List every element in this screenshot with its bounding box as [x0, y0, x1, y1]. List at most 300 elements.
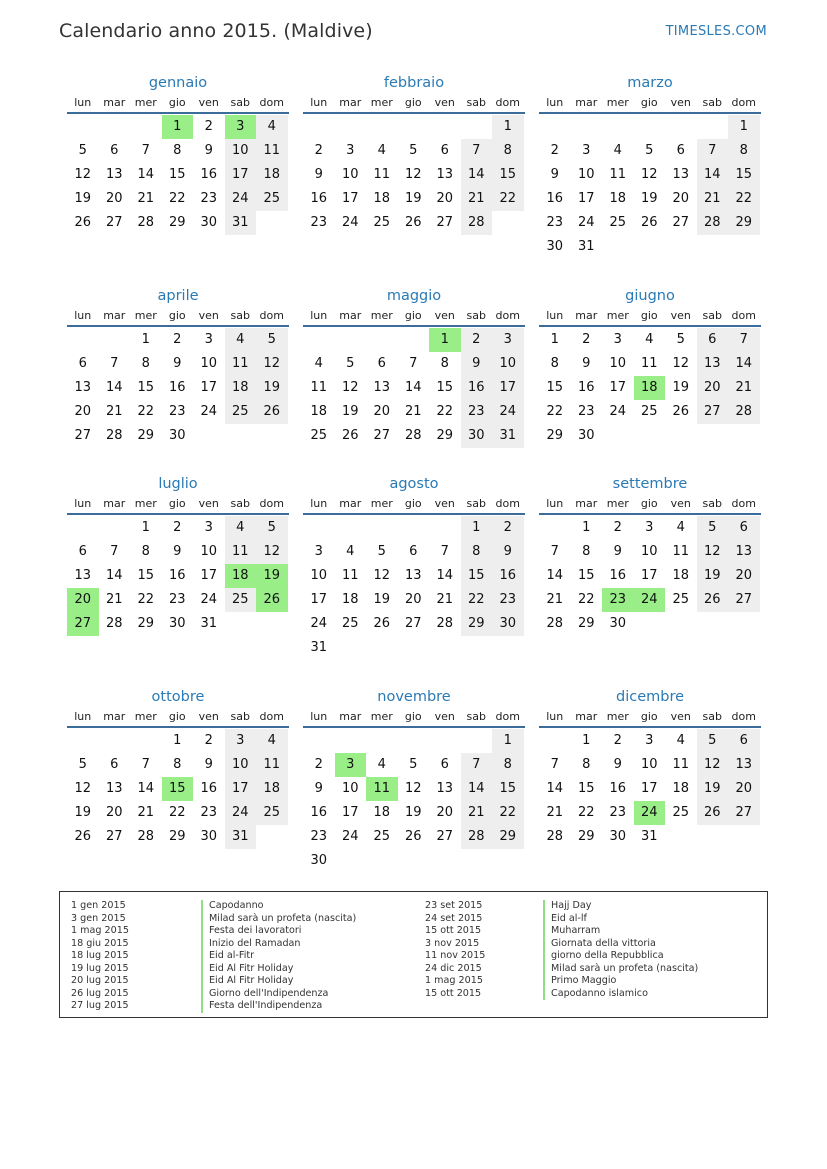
day-cell: 31	[225, 211, 257, 235]
empty-cell	[366, 328, 398, 352]
day-cell: 19	[404, 191, 422, 206]
weekday-label: mar	[575, 309, 598, 322]
day-cell: 20	[436, 191, 454, 206]
day-cell: 12	[404, 781, 422, 796]
weekday-label: mer	[134, 96, 157, 109]
day-cell: 7	[141, 757, 150, 772]
day-cell: 25	[609, 215, 627, 230]
day-cell: 28	[436, 616, 454, 631]
day-cell: 6	[409, 544, 418, 559]
day-cell: 28	[546, 616, 564, 631]
day-cell: 30	[168, 616, 186, 631]
weekday-label: dom	[731, 710, 756, 723]
day-cell: 6	[440, 143, 449, 158]
weekday-label: mer	[370, 497, 393, 510]
day-cell: 23	[168, 592, 186, 607]
empty-cell	[461, 115, 493, 139]
day-cell: 30	[200, 829, 218, 844]
holiday-date: 1 mag 2015	[71, 925, 129, 936]
weekday-label: mer	[606, 96, 629, 109]
day-cell: 21	[461, 187, 493, 211]
holiday-day-cell: 20	[67, 588, 99, 612]
weekday-label: sab	[466, 710, 486, 723]
day-cell: 24	[225, 187, 257, 211]
month-agosto	[303, 473, 525, 660]
month-ottobre	[67, 686, 289, 849]
day-cell: 11	[256, 753, 288, 777]
day-cell: 28	[404, 428, 422, 443]
day-cell: 18	[341, 592, 359, 607]
weekday-label: mar	[575, 710, 598, 723]
weekday-label: ven	[434, 309, 455, 322]
day-cell: 8	[492, 753, 524, 777]
day-cell: 21	[697, 187, 729, 211]
day-cell: 25	[310, 428, 328, 443]
day-cell: 31	[492, 424, 524, 448]
day-cell: 9	[613, 757, 622, 772]
day-cell: 28	[137, 829, 155, 844]
day-cell: 27	[697, 400, 729, 424]
holiday-date: 18 lug 2015	[71, 950, 129, 961]
day-cell: 4	[676, 520, 685, 535]
day-cell: 10	[609, 356, 627, 371]
day-cell: 10	[200, 356, 218, 371]
holiday-name: Hajj Day	[543, 900, 698, 913]
day-cell: 1	[728, 115, 760, 139]
empty-cell	[67, 729, 99, 753]
day-cell: 26	[640, 215, 658, 230]
day-cell: 25	[672, 592, 690, 607]
day-cell: 21	[436, 592, 454, 607]
holiday-name: Capodanno islamico	[543, 988, 698, 1001]
day-cell: 10	[225, 753, 257, 777]
page-title: Calendario anno 2015. (Maldive)	[59, 20, 373, 42]
day-cell: 10	[225, 139, 257, 163]
holiday-day-cell: 3	[335, 753, 367, 777]
day-cell: 19	[373, 592, 391, 607]
day-cell: 30	[168, 428, 186, 443]
month-title: luglio	[158, 476, 198, 492]
day-cell: 14	[105, 380, 123, 395]
empty-cell	[303, 328, 335, 352]
month-marzo	[539, 72, 761, 259]
day-cell: 3	[204, 332, 213, 347]
weekday-label: gio	[404, 96, 422, 109]
weekday-label: lun	[546, 710, 564, 723]
day-cell: 28	[546, 829, 564, 844]
day-cell: 27	[436, 215, 454, 230]
day-cell: 11	[672, 757, 690, 772]
weekday-label: mar	[103, 710, 126, 723]
day-cell: 29	[168, 215, 186, 230]
day-cell: 8	[582, 757, 591, 772]
day-cell: 17	[640, 568, 658, 583]
day-cell: 7	[440, 544, 449, 559]
day-cell: 12	[404, 167, 422, 182]
holiday-name: Eid al-lf	[543, 913, 698, 926]
holiday-name: Eid Al Fitr Holiday	[201, 975, 356, 988]
day-cell: 29	[492, 825, 524, 849]
day-cell: 19	[74, 805, 92, 820]
weekday-label: dom	[495, 309, 520, 322]
day-cell: 19	[404, 805, 422, 820]
day-cell: 18	[256, 777, 288, 801]
weekday-label: dom	[259, 710, 284, 723]
empty-cell	[335, 729, 367, 753]
day-cell: 26	[74, 829, 92, 844]
day-cell: 3	[582, 143, 591, 158]
day-cell: 8	[173, 143, 182, 158]
day-cell: 14	[105, 568, 123, 583]
day-cell: 14	[697, 163, 729, 187]
day-cell: 12	[256, 352, 288, 376]
day-cell: 4	[225, 328, 257, 352]
holiday-legend	[59, 891, 768, 1018]
day-cell: 18	[609, 191, 627, 206]
day-cell: 4	[225, 516, 257, 540]
day-cell: 16	[577, 380, 595, 395]
holiday-date: 23 set 2015	[425, 900, 483, 911]
empty-cell	[366, 115, 398, 139]
day-cell: 10	[200, 544, 218, 559]
empty-cell	[303, 729, 335, 753]
day-cell: 13	[728, 753, 760, 777]
day-cell: 28	[728, 400, 760, 424]
day-cell: 26	[697, 801, 729, 825]
day-cell: 5	[409, 143, 418, 158]
day-cell: 9	[613, 544, 622, 559]
day-cell: 17	[225, 163, 257, 187]
weekday-label: lun	[310, 710, 328, 723]
day-cell: 19	[640, 191, 658, 206]
weekday-header	[67, 94, 289, 114]
holiday-date: 24 dic 2015	[425, 962, 482, 974]
day-cell: 21	[137, 191, 155, 206]
day-cell: 7	[550, 544, 559, 559]
empty-cell	[539, 115, 571, 139]
day-cell: 11	[341, 568, 359, 583]
day-cell: 15	[137, 568, 155, 583]
month-febbraio	[303, 72, 525, 235]
weekday-header	[303, 495, 525, 515]
day-cell: 2	[550, 143, 559, 158]
day-cell: 25	[256, 801, 288, 825]
holiday-day-cell: 18	[225, 564, 257, 588]
legend-names-left	[201, 900, 356, 1013]
day-grid	[67, 328, 289, 448]
day-cell: 28	[461, 825, 493, 849]
day-cell: 7	[697, 139, 729, 163]
day-cell: 16	[461, 376, 493, 400]
holiday-date: 1 mag 2015	[425, 975, 483, 986]
holiday-day-cell: 18	[634, 376, 666, 400]
day-cell: 12	[74, 781, 92, 796]
day-cell: 17	[310, 592, 328, 607]
day-cell: 22	[168, 191, 186, 206]
empty-cell	[67, 516, 99, 540]
holiday-day-cell: 23	[602, 588, 634, 612]
day-cell: 12	[74, 167, 92, 182]
day-cell: 17	[640, 781, 658, 796]
weekday-label: mar	[339, 497, 362, 510]
day-cell: 17	[609, 380, 627, 395]
empty-cell	[429, 729, 461, 753]
day-cell: 11	[373, 167, 391, 182]
weekday-label: lun	[310, 497, 328, 510]
weekday-label: mar	[103, 497, 126, 510]
day-cell: 27	[105, 829, 123, 844]
weekday-label: sab	[466, 309, 486, 322]
day-cell: 5	[346, 356, 355, 371]
day-cell: 22	[577, 805, 595, 820]
day-cell: 20	[697, 376, 729, 400]
day-cell: 21	[105, 404, 123, 419]
day-cell: 25	[225, 400, 257, 424]
day-cell: 14	[546, 568, 564, 583]
day-cell: 2	[492, 516, 524, 540]
day-cell: 16	[609, 781, 627, 796]
weekday-label: mer	[606, 497, 629, 510]
day-cell: 18	[373, 191, 391, 206]
day-cell: 7	[409, 356, 418, 371]
day-grid	[67, 115, 289, 235]
holiday-date: 3 nov 2015	[425, 937, 480, 949]
holiday-day-cell: 11	[366, 777, 398, 801]
day-cell: 7	[141, 143, 150, 158]
day-cell: 29	[461, 612, 493, 636]
day-cell: 26	[74, 215, 92, 230]
day-cell: 8	[141, 544, 150, 559]
empty-cell	[539, 516, 571, 540]
holiday-date: 18 giu 2015	[71, 937, 129, 949]
day-cell: 25	[225, 588, 257, 612]
day-cell: 31	[310, 640, 328, 655]
day-cell: 20	[373, 404, 391, 419]
weekday-label: mer	[134, 309, 157, 322]
day-cell: 17	[200, 380, 218, 395]
weekday-label: gio	[640, 710, 658, 723]
day-cell: 8	[141, 356, 150, 371]
day-cell: 8	[173, 757, 182, 772]
day-cell: 23	[310, 215, 328, 230]
day-cell: 7	[461, 753, 493, 777]
weekday-label: ven	[198, 497, 219, 510]
day-cell: 13	[436, 781, 454, 796]
holiday-day-cell: 27	[67, 612, 99, 636]
weekday-label: mar	[575, 497, 598, 510]
weekday-label: mer	[370, 309, 393, 322]
day-cell: 13	[404, 568, 422, 583]
day-cell: 28	[105, 428, 123, 443]
day-grid	[67, 729, 289, 849]
day-cell: 16	[200, 781, 218, 796]
day-cell: 1	[550, 332, 559, 347]
day-cell: 15	[492, 777, 524, 801]
day-cell: 23	[200, 191, 218, 206]
weekday-label: mer	[606, 710, 629, 723]
day-cell: 20	[105, 191, 123, 206]
day-cell: 26	[404, 215, 422, 230]
day-cell: 9	[173, 356, 182, 371]
day-cell: 9	[492, 540, 524, 564]
holiday-day-cell: 24	[634, 588, 666, 612]
weekday-header	[539, 495, 761, 515]
day-cell: 25	[373, 215, 391, 230]
day-cell: 29	[137, 428, 155, 443]
holiday-name: Festa dei lavoratori	[201, 925, 356, 938]
weekday-label: ven	[198, 309, 219, 322]
day-cell: 6	[440, 757, 449, 772]
weekday-label: lun	[310, 309, 328, 322]
weekday-label: dom	[731, 96, 756, 109]
day-cell: 11	[225, 352, 257, 376]
legend-dates-left	[71, 900, 129, 1013]
day-cell: 22	[461, 588, 493, 612]
day-cell: 22	[492, 187, 524, 211]
site-link[interactable]: TIMESLES.COM	[665, 24, 767, 39]
month-maggio	[303, 285, 525, 448]
day-cell: 3	[645, 733, 654, 748]
day-cell: 26	[672, 404, 690, 419]
empty-cell	[634, 115, 666, 139]
day-cell: 26	[373, 616, 391, 631]
month-giugno	[539, 285, 761, 448]
day-cell: 2	[204, 119, 213, 134]
empty-cell	[398, 516, 430, 540]
weekday-header	[303, 307, 525, 327]
day-cell: 18	[672, 781, 690, 796]
holiday-name: Milad sarà un profeta (nascita)	[201, 913, 356, 926]
weekday-label: mar	[339, 710, 362, 723]
day-cell: 25	[672, 805, 690, 820]
weekday-label: sab	[702, 96, 722, 109]
day-cell: 30	[492, 612, 524, 636]
day-cell: 1	[582, 733, 591, 748]
day-cell: 9	[314, 167, 323, 182]
weekday-label: mer	[606, 309, 629, 322]
month-title: novembre	[377, 689, 451, 705]
weekday-label: mer	[370, 710, 393, 723]
weekday-label: sab	[702, 497, 722, 510]
day-cell: 24	[200, 404, 218, 419]
weekday-header	[539, 307, 761, 327]
empty-cell	[461, 729, 493, 753]
day-cell: 7	[110, 544, 119, 559]
day-cell: 12	[697, 540, 729, 564]
day-cell: 19	[697, 777, 729, 801]
empty-cell	[335, 115, 367, 139]
day-cell: 15	[436, 380, 454, 395]
day-cell: 12	[256, 540, 288, 564]
weekday-label: dom	[495, 710, 520, 723]
day-cell: 29	[577, 616, 595, 631]
day-cell: 23	[310, 829, 328, 844]
weekday-label: sab	[702, 309, 722, 322]
weekday-label: sab	[230, 96, 250, 109]
empty-cell	[99, 115, 131, 139]
weekday-label: gio	[168, 96, 186, 109]
weekday-label: mer	[134, 710, 157, 723]
day-cell: 22	[137, 592, 155, 607]
day-cell: 26	[341, 428, 359, 443]
day-cell: 14	[728, 352, 760, 376]
day-cell: 9	[550, 167, 559, 182]
weekday-label: gio	[404, 710, 422, 723]
holiday-date: 24 set 2015	[425, 912, 483, 924]
weekday-label: sab	[702, 710, 722, 723]
weekday-label: sab	[230, 710, 250, 723]
day-grid	[303, 328, 525, 448]
weekday-label: ven	[198, 710, 219, 723]
day-cell: 21	[137, 805, 155, 820]
day-cell: 23	[492, 588, 524, 612]
day-cell: 9	[173, 544, 182, 559]
day-cell: 16	[168, 380, 186, 395]
day-cell: 9	[582, 356, 591, 371]
weekday-label: ven	[198, 96, 219, 109]
holiday-day-cell: 26	[256, 588, 288, 612]
empty-cell	[366, 729, 398, 753]
day-cell: 5	[78, 143, 87, 158]
month-title: dicembre	[615, 689, 685, 705]
day-cell: 11	[225, 540, 257, 564]
empty-cell	[335, 516, 367, 540]
day-cell: 13	[105, 167, 123, 182]
weekday-label: lun	[546, 309, 564, 322]
month-aprile	[67, 285, 289, 448]
day-cell: 5	[676, 332, 685, 347]
day-cell: 15	[546, 380, 564, 395]
empty-cell	[539, 729, 571, 753]
month-title: agosto	[389, 476, 439, 492]
weekday-label: dom	[495, 497, 520, 510]
day-cell: 30	[310, 853, 328, 868]
day-cell: 27	[404, 616, 422, 631]
day-cell: 5	[256, 516, 288, 540]
day-cell: 5	[256, 328, 288, 352]
day-cell: 27	[728, 801, 760, 825]
day-cell: 15	[577, 568, 595, 583]
month-title: ottobre	[151, 689, 205, 705]
weekday-label: mar	[575, 96, 598, 109]
day-cell: 2	[582, 332, 591, 347]
day-cell: 2	[461, 328, 493, 352]
weekday-header	[303, 94, 525, 114]
day-cell: 24	[225, 801, 257, 825]
day-cell: 7	[550, 757, 559, 772]
day-cell: 7	[728, 328, 760, 352]
empty-cell	[99, 328, 131, 352]
weekday-label: mar	[103, 96, 126, 109]
day-cell: 22	[492, 801, 524, 825]
weekday-label: gio	[404, 309, 422, 322]
day-cell: 11	[256, 139, 288, 163]
day-cell: 14	[404, 380, 422, 395]
day-cell: 1	[141, 332, 150, 347]
day-cell: 1	[141, 520, 150, 535]
day-cell: 5	[78, 757, 87, 772]
day-cell: 15	[728, 163, 760, 187]
day-cell: 24	[200, 592, 218, 607]
empty-cell	[303, 516, 335, 540]
day-cell: 28	[137, 215, 155, 230]
day-cell: 5	[377, 544, 386, 559]
day-cell: 1	[492, 729, 524, 753]
weekday-label: mar	[103, 309, 126, 322]
day-cell: 30	[609, 829, 627, 844]
weekday-label: gio	[168, 497, 186, 510]
weekday-label: sab	[230, 497, 250, 510]
